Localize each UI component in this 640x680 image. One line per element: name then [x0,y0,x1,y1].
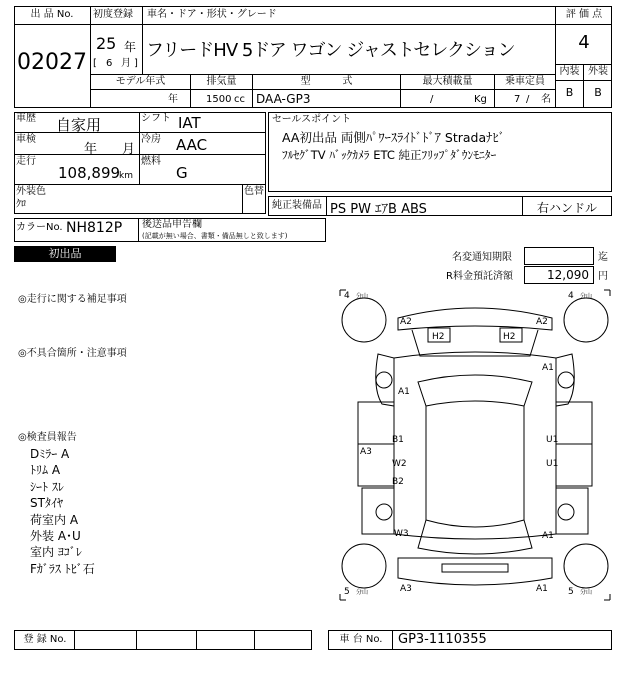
score-value: 4 [578,32,590,53]
reg-no-label: 登 録 No. [23,634,67,645]
mark-left-quarter: W3 [394,529,409,539]
mileage-label: 走行 [16,156,36,167]
mark-right-front-door: U1 [546,435,559,445]
recycle-fee-label: R料金預託済額 [446,271,513,282]
capacity-value: 7 [514,94,521,105]
reg-year-unit: 年 [124,40,137,54]
mark-left-rear-door-lower: B2 [392,477,404,487]
mileage-value: 108,899 [58,164,121,182]
tire-rl-depth: 5 [344,587,350,597]
capacity-unit: 名 [541,94,551,105]
mark-left-front-door: B1 [392,435,404,445]
tire-rr-depth: 5 [568,587,574,597]
name-change-deadline-label: 名変通知期限 [452,252,512,263]
shift-value: IAT [178,114,201,132]
history-label: 車歴 [16,113,36,124]
chassis-no-label: 車 台 No. [339,634,383,645]
first-listing-badge: 初出品 [14,246,116,262]
color-no-label: カラーNo. [16,222,63,233]
model-code: DAA-GP3 [256,92,311,106]
interior-grade: B [565,86,574,99]
mark-rear-bumper-right: A1 [536,584,548,594]
sales-points-line1: AA初出品 両側ﾊﾟﾜｰｽﾗｲﾄﾞﾄﾞｱ Stradaﾅﾋﾞ [282,130,505,145]
recycle-fee-unit: 円 [598,271,608,282]
inspector-report-list [30,446,95,577]
lot-label: 出 品 No. [30,9,74,20]
recycle-fee-box: 12,090 [524,266,594,284]
max-load-slash: / [430,94,434,105]
sales-points-label: セールスポイント [272,114,352,125]
mark-front-bumper-left: A2 [400,317,412,327]
report-item: ﾄﾘﾑ A [30,463,61,478]
ac-label: 冷房 [141,134,161,145]
mark-right-quarter: A1 [542,531,554,541]
equipment-items: PS PW ｴｱB ABS [330,202,427,217]
color-no-value: NH812P [66,220,123,236]
details-frame [14,112,266,214]
first-reg-label: 初度登録 [93,9,133,20]
history-value: 自家用 [56,116,102,134]
max-load-label: 最大積載量 [422,76,473,87]
capacity-label: 乗車定員 [505,76,545,87]
tire-rear-right [564,544,608,588]
chassis-no-value: GP3-1110355 [398,632,487,647]
displacement-value: 1500 [206,94,232,105]
mark-rear-bumper-left: A3 [400,584,412,594]
reg-month: 6 [106,58,113,69]
reg-month-bracket-right: ] [134,58,138,69]
inspector-report-heading: ◎検査員報告 [18,432,77,443]
report-item: ｼｰﾄ ｽﾚ [30,479,64,494]
reg-year: 25 [96,34,117,53]
mark-left-fender: A1 [398,387,410,397]
mark-right-fender: A1 [542,363,554,373]
mark-headlight-right: H2 [503,332,516,342]
mark-right-rear-door: U1 [546,459,559,469]
tire-fr-depth: 4 [568,291,574,301]
car-name-label: 車名・ドア・形状・グレード [147,9,277,20]
reg-month-unit: 月 [121,58,131,69]
exterior-grade: B [594,86,602,99]
fuel-value: G [176,164,188,182]
tire-rr-unit: 分山 [580,589,593,596]
aftermarket-label: 後送品申告欄 [142,219,202,230]
interior-label: 内装 [559,66,580,77]
mark-headlight-left: H2 [432,332,445,342]
mileage-unit: km [119,171,133,181]
car-name: フリードHV 5ドア ワゴン ジャストセレクション [146,40,515,61]
inspection-year-unit: 年 [84,142,98,157]
shift-label: シフト [141,113,171,124]
max-load-unit: Kg [474,94,487,105]
tire-rl-unit: 分山 [356,589,369,596]
tire-front-left [342,298,386,342]
mark-left-rear-door-upper: W2 [392,459,407,469]
report-item: 室内 ﾖｺﾞﾚ [30,545,82,560]
sales-points-line2: ﾌﾙｾｸﾞTV ﾊﾞｯｸｶﾒﾗ ETC 純正ﾌﾘｯﾌﾟﾀﾞｳﾝﾓﾆﾀｰ [282,148,497,162]
fuel-label: 燃料 [141,156,161,167]
model-year-label: モデル年式 [115,76,166,87]
defects-heading: ◎不具合箇所・注意事項 [18,348,127,359]
lot-number: 02027 [17,50,87,75]
report-item: STﾀｲﾔ [30,496,63,511]
report-item: 外装 A･U [30,529,81,544]
equipment-label: 純正装備品 [272,200,322,211]
model-year-unit: 年 [168,94,178,105]
capacity-slash: / [526,94,530,105]
exterior-color-value: ｸﾛ [16,199,26,210]
driving-notes-heading: ◎走行に関する補足事項 [18,294,127,305]
steering-side: 右ハンドル [536,201,597,215]
tire-fl-unit: 分山 [356,293,369,300]
name-change-deadline-unit: 迄 [598,252,608,263]
tire-fl-depth: 4 [344,291,350,301]
report-item: Fｶﾞﾗｽ ﾄﾋﾞ石 [30,561,95,576]
displacement-unit: cc [234,94,245,105]
exterior-label: 外装 [588,66,608,77]
inspection-label: 車検 [16,134,36,145]
reg-month-bracket-left: [ [93,58,97,69]
name-change-deadline-box [524,247,594,265]
tire-fr-unit: 分山 [580,293,593,300]
aftermarket-note: (記載が無い場合、書類・備品無しと致します) [142,232,288,240]
report-item: 荷室内 A [30,512,79,527]
model-code-label: 型 式 [300,76,353,87]
score-label: 評 価 点 [565,9,603,20]
tire-front-right [564,298,608,342]
car-damage-diagram [338,288,612,602]
report-item: Dﾐﾗｰ A [30,447,70,461]
displacement-label: 排気量 [206,76,237,87]
exterior-color-label: 外装色 [16,186,46,197]
mark-left-sill: A3 [360,447,372,457]
mark-front-bumper-right: A2 [536,317,548,327]
ac-value: AAC [176,136,208,154]
inspection-month-unit: 月 [122,142,136,157]
repaint-label: 色替 [244,186,264,197]
tire-rear-left [342,544,386,588]
